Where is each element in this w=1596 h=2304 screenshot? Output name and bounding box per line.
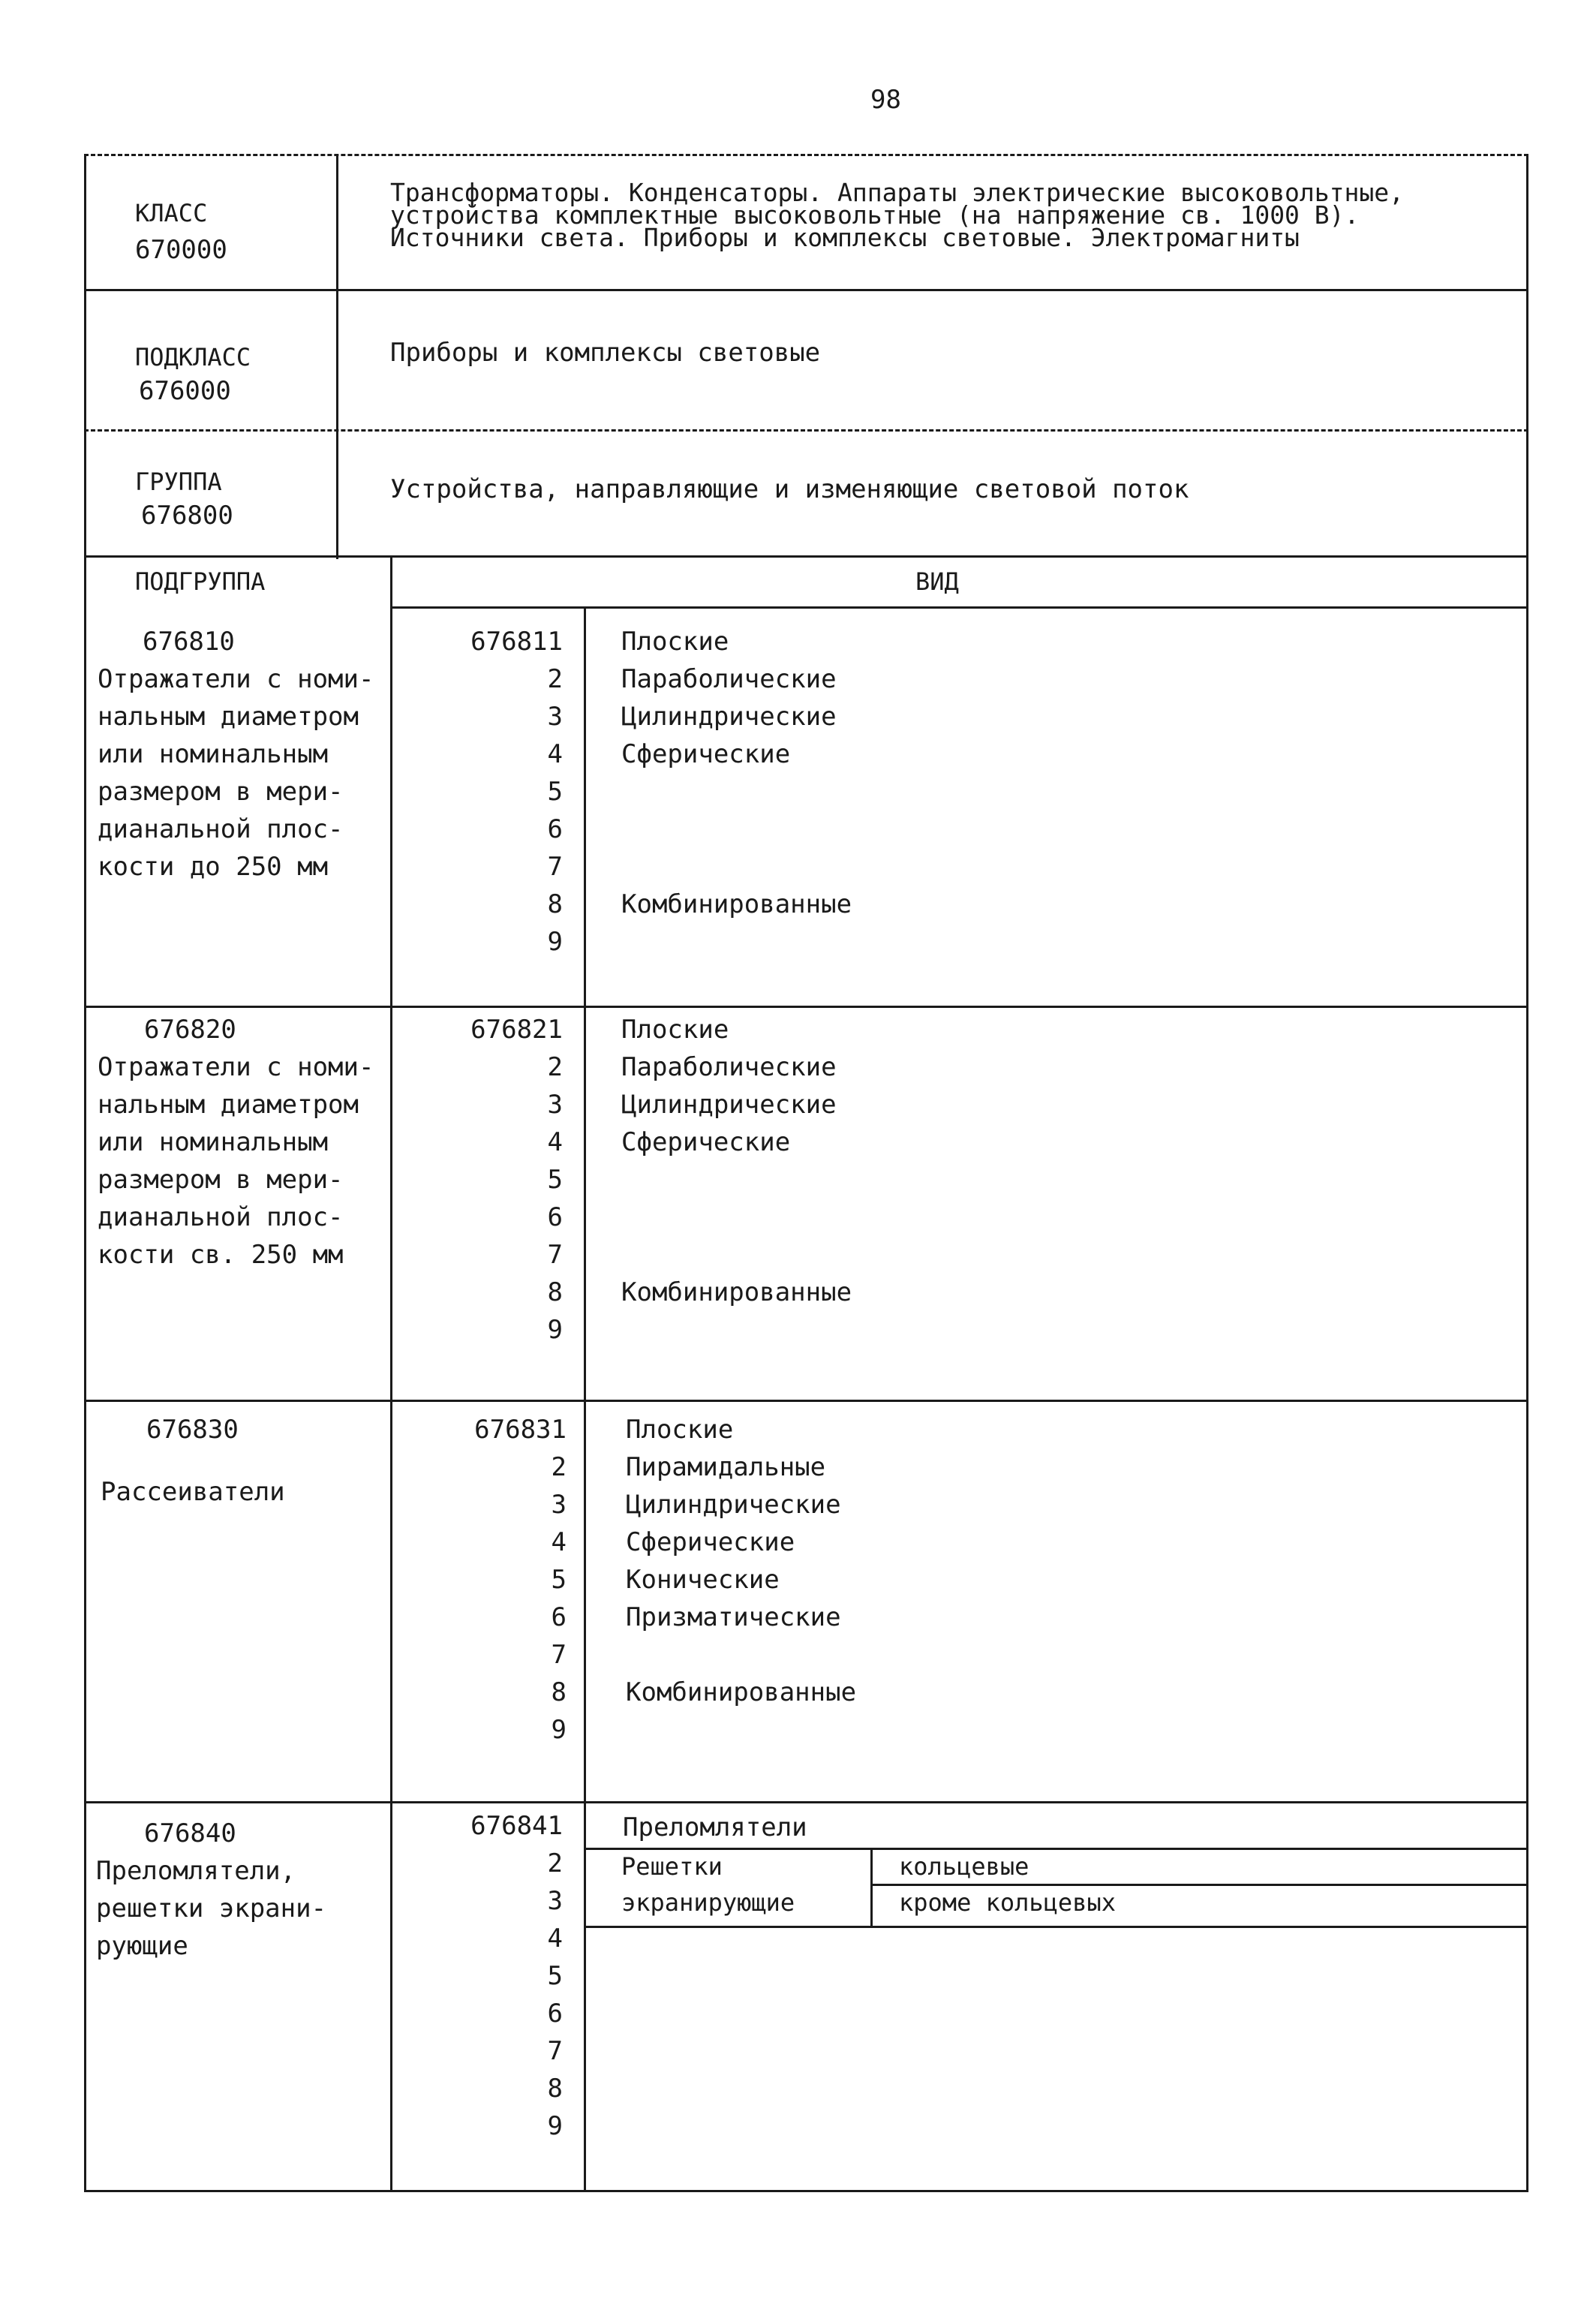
left-border-top <box>84 154 86 559</box>
grid-divider <box>870 1848 873 1928</box>
kind-name: Комбинированные <box>621 1277 852 1307</box>
desc-line: кости св. 250 мм <box>98 1240 344 1270</box>
kind-name: Цилиндрические <box>626 1490 841 1520</box>
kind-number: 2 <box>547 1848 563 1878</box>
kind-number: 7 <box>551 1640 567 1670</box>
kind-name: Плоские <box>621 1015 729 1045</box>
subclass-code: 676000 <box>139 376 231 406</box>
kind-name <box>621 1199 852 1236</box>
kind-number: 6 <box>547 1999 563 2029</box>
desc-line: кости до 250 мм <box>98 852 329 882</box>
kind-name: Призматические <box>626 1602 841 1632</box>
kind-number: 3 <box>547 1886 563 1916</box>
kind-number: 5 <box>551 1565 567 1595</box>
kind-name: Сферические <box>621 739 791 769</box>
subgroup-4-code: 676840 <box>144 1818 236 1848</box>
grid-bottom-line <box>584 1926 1526 1928</box>
kind-number: 2 <box>551 1452 567 1482</box>
desc-line: размером в мери- <box>98 777 344 807</box>
kind-name: Пирамидальные <box>626 1452 826 1482</box>
kind-number: 3 <box>551 1490 567 1520</box>
kind-number: 676811 <box>470 627 563 657</box>
kind-number: 8 <box>551 1677 567 1707</box>
subgroup-divider <box>390 555 392 2191</box>
kind-number: 6 <box>551 1602 567 1632</box>
ring-grids: кольцевые <box>899 1852 1029 1881</box>
kind-number: 4 <box>551 1527 567 1557</box>
class-line-3: Источники света. Приборы и комплексы световые. Электромагниты <box>390 223 1300 252</box>
desc-line: нальным диаметром <box>98 1090 359 1120</box>
class-label: КЛАСС <box>135 199 208 227</box>
top-border <box>84 154 1528 156</box>
kind-name: Параболические <box>621 664 837 694</box>
subclass-label: ПОДКЛАСС <box>135 343 251 371</box>
kind-number: 7 <box>547 852 563 882</box>
subclass-text: Приборы и комплексы световые <box>390 338 821 368</box>
class-code: 670000 <box>135 235 227 265</box>
class-bottom-line <box>84 289 1528 291</box>
header-divider <box>336 154 338 559</box>
kind-number: 4 <box>547 1924 563 1954</box>
kind-name: Комбинированные <box>626 1677 857 1707</box>
right-border <box>1526 555 1528 2191</box>
desc-line: рующие <box>96 1931 188 1961</box>
subgroup-2-kinds <box>621 1011 852 1311</box>
subgroup-1-kinds <box>621 623 852 923</box>
subgroup-2-code: 676820 <box>144 1015 236 1045</box>
kind-number: 676841 <box>470 1811 563 1841</box>
group-label: ГРУППА <box>135 468 222 496</box>
group-text: Устройства, направляющие и изменяющие световой поток <box>390 474 1189 504</box>
desc-line: решетки экрани- <box>96 1893 327 1924</box>
kind-number: 4 <box>547 739 563 769</box>
kind-name: Параболические <box>621 1052 837 1082</box>
subgroup-3-description: Рассеиватели <box>101 1477 285 1507</box>
kind-name: Цилиндрические <box>621 1090 837 1120</box>
kind-number: 5 <box>547 777 563 807</box>
kind-number: 8 <box>547 1277 563 1307</box>
kind-number: 5 <box>547 1961 563 1991</box>
page-number: 98 <box>870 85 901 115</box>
kind-number: 4 <box>547 1127 563 1157</box>
kind-name <box>621 1236 852 1274</box>
desc-line: или номинальным <box>98 739 329 769</box>
number-divider <box>584 606 586 2191</box>
class-line-1: Трансформаторы. Конденсаторы. Аппараты электрические высоковольтные, <box>390 178 1405 207</box>
kind-name <box>626 1636 856 1674</box>
non-ring-grids: кроме кольцевых <box>899 1888 1116 1917</box>
kind-number: 9 <box>551 1715 567 1745</box>
kind-name: Плоские <box>626 1415 734 1445</box>
kind-name <box>621 848 852 886</box>
desc-line: Преломлятели, <box>96 1856 296 1886</box>
group-code: 676800 <box>141 501 233 531</box>
kind-name: Сферические <box>626 1527 795 1557</box>
kind-name <box>621 811 852 848</box>
kind-name: Сферические <box>621 1127 791 1157</box>
kind-number: 8 <box>547 2074 563 2104</box>
kind-number: 7 <box>547 1240 563 1270</box>
subgroup-4-description <box>96 1852 326 1965</box>
subgroup-3-kinds <box>626 1411 856 1711</box>
grids-label-2: экранирующие <box>621 1888 795 1917</box>
subgroup-2-numbers <box>420 1011 563 1349</box>
kind-number: 3 <box>547 1090 563 1120</box>
kind-number: 6 <box>547 814 563 844</box>
kind-number: 8 <box>547 889 563 919</box>
subgroup-3-numbers <box>424 1411 567 1749</box>
subgroup-2-description <box>98 1048 374 1274</box>
subgroup-1-code: 676810 <box>143 627 235 657</box>
kind-number: 7 <box>547 2036 563 2066</box>
desc-line: дианальной плос- <box>98 814 344 844</box>
subgroup-4-numbers <box>420 1807 563 2145</box>
kind-name: Плоские <box>621 627 729 657</box>
section-line-1 <box>84 1006 1528 1008</box>
kind-number: 5 <box>547 1165 563 1195</box>
desc-line: размером в мери- <box>98 1165 344 1195</box>
right-border-top <box>1526 154 1528 559</box>
col-kind-header: ВИД <box>915 567 959 596</box>
desc-line: нальным диаметром <box>98 702 359 732</box>
left-border <box>84 555 86 2191</box>
kind-number: 676831 <box>474 1415 567 1445</box>
subgroup-1-description <box>98 660 374 886</box>
desc-line: дианальной плос- <box>98 1202 344 1232</box>
kind-name <box>621 773 852 811</box>
desc-line: Отражатели с номи- <box>98 664 374 694</box>
kind-name: Цилиндрические <box>621 702 837 732</box>
kind-number: 3 <box>547 702 563 732</box>
section-line-2 <box>84 1400 1528 1402</box>
subgroup-3-code: 676830 <box>146 1415 239 1445</box>
section-line-3 <box>84 1801 1528 1803</box>
kind-number: 676821 <box>470 1015 563 1045</box>
grids-label-1: Решетки <box>621 1852 723 1881</box>
kind-number: 2 <box>547 664 563 694</box>
subgroup-1-numbers <box>420 623 563 961</box>
kind-number: 2 <box>547 1052 563 1082</box>
col-subgroup-header: ПОДГРУППА <box>135 567 266 596</box>
class-description <box>390 178 1405 252</box>
refractor-line <box>584 1848 1526 1850</box>
desc-line: или номинальным <box>98 1127 329 1157</box>
refractors-kind: Преломлятели <box>623 1812 807 1842</box>
kind-name <box>621 1161 852 1199</box>
column-header-line <box>390 606 1528 609</box>
kind-number: 9 <box>547 927 563 957</box>
desc-line: Отражатели с номи- <box>98 1052 374 1082</box>
group-bottom-line <box>84 555 1528 558</box>
kind-number: 9 <box>547 2111 563 2141</box>
bottom-border <box>84 2190 1528 2192</box>
kind-name: Комбинированные <box>621 889 852 919</box>
kind-name: Конические <box>626 1565 780 1595</box>
kind-number: 9 <box>547 1315 563 1345</box>
class-line-2: устройства комплектные высоковольтные (на напряжение св. 1000 В). <box>390 200 1360 230</box>
kind-number: 6 <box>547 1202 563 1232</box>
subclass-bottom-line <box>84 429 1528 432</box>
